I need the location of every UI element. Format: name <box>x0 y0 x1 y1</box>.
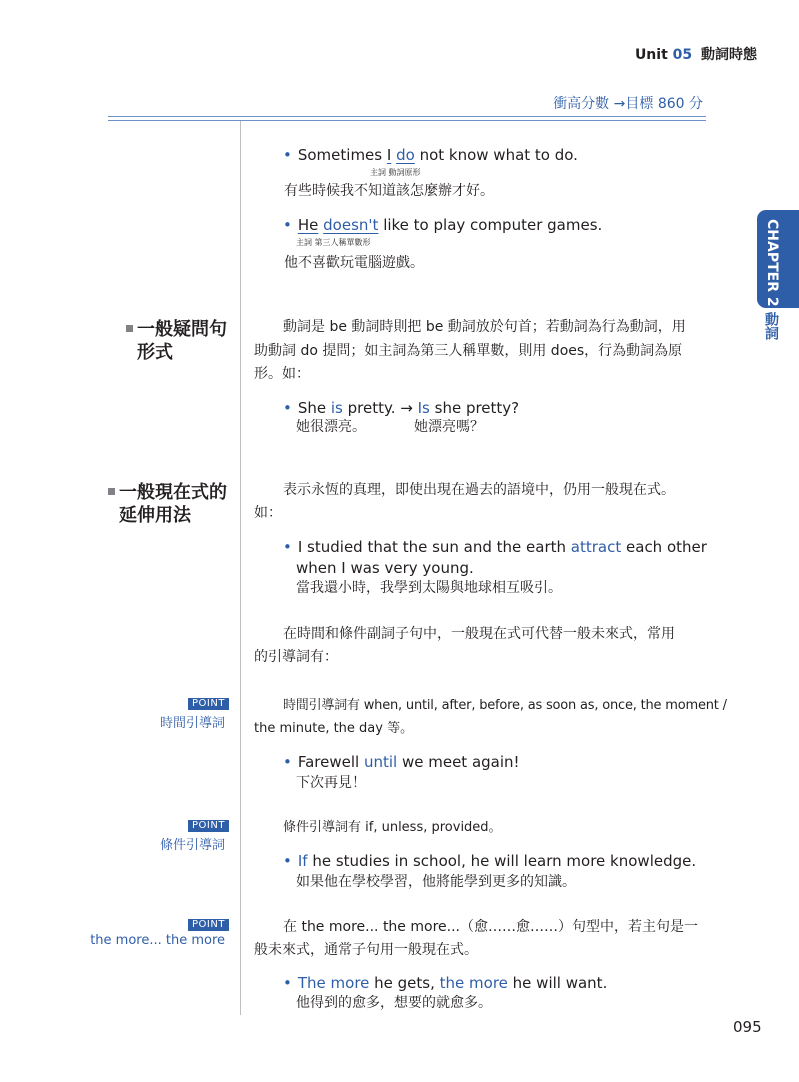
paragraph: 表示永恆的真理，即使出現在過去的語境中，仍用一般現在式。 <box>283 482 675 498</box>
section-heading-cont: 形式 <box>137 342 173 363</box>
section-heading: 一般現在式的 <box>108 481 227 505</box>
example-sentence: • He doesn't like to play computer games. <box>283 216 603 234</box>
chapter-side-label: 動詞 <box>763 312 779 340</box>
square-bullet-icon <box>126 325 133 332</box>
page-subtitle: 衝高分數 →目標 860 分 <box>553 96 703 112</box>
example-sentence: • I studied that the sun and the earth attract each other <box>283 538 707 556</box>
example-sentence: • Sometimes I do not know what to do. <box>283 146 578 164</box>
verb-word: doesn't <box>323 216 379 234</box>
paragraph: 般未來式，通常子句用一般現在式。 <box>254 942 478 958</box>
page-number: 095 <box>733 1018 762 1036</box>
paragraph: the minute, the day 等。 <box>254 721 414 736</box>
subject-word: I <box>386 146 392 164</box>
example-translation: 她漂亮嗎？ <box>414 419 484 435</box>
unit-header <box>0 44 757 64</box>
paragraph: 助動詞 do 提問；如主詞為第三人稱單數，則用 does，行為動詞為原 <box>254 343 683 359</box>
example-translation: 他得到的愈多，想要的就愈多。 <box>296 995 492 1011</box>
point-label: 時間引導詞 <box>159 716 225 731</box>
point-badge: POINT <box>188 919 229 931</box>
example-sentence-cont: when I was very young. <box>296 559 474 577</box>
grammar-labels: 主詞 動詞原形 <box>370 168 421 177</box>
point-label: the more... the more <box>90 933 225 948</box>
verb-word: do <box>396 146 415 164</box>
point-label: 條件引導詞 <box>159 838 225 853</box>
example-translation: 如果他在學校學習，他將能學到更多的知識。 <box>296 874 576 890</box>
paragraph: 形。如： <box>254 366 310 382</box>
header-rule-second <box>108 120 706 121</box>
chapter-tab-label: CHAPTER 2 <box>764 219 780 307</box>
margin-divider <box>240 121 241 1015</box>
section-heading: 一般疑問句 <box>126 318 227 342</box>
example-sentence: • If he studies in school, he will learn more knowledge. <box>283 852 697 870</box>
example-translation: 她很漂亮。 <box>296 419 366 435</box>
unit-number: 05 <box>672 47 693 63</box>
subject-word: He <box>297 216 319 234</box>
example-translation: 當我還小時，我學到太陽與地球相互吸引。 <box>296 580 562 596</box>
section-heading-cont: 延伸用法 <box>119 505 191 526</box>
square-bullet-icon <box>108 488 115 495</box>
paragraph: 在時間和條件副詞子句中，一般現在式可代替一般未來式，常用 <box>283 626 675 642</box>
example-sentence: • The more he gets, the more he will want. <box>283 974 608 992</box>
example-translation: 有些時候我不知道該怎麼辦才好。 <box>284 183 494 199</box>
unit-title: 動詞時態 <box>701 47 757 63</box>
paragraph: 如： <box>254 505 282 521</box>
header-rule <box>108 116 706 117</box>
point-badge: POINT <box>188 820 229 832</box>
example-sentence: • Farewell until we meet again! <box>283 753 520 771</box>
example-translation: 下次再見！ <box>296 775 366 791</box>
paragraph: 的引導詞有： <box>254 649 338 665</box>
paragraph: 動詞是 be 動詞時則把 be 動詞放於句首；若動詞為行為動詞，用 <box>283 319 686 335</box>
grammar-labels: 主詞 第三人稱單數形 <box>296 238 371 247</box>
paragraph: 在 the more... the more...（愈……愈……）句型中，若主句是一 <box>283 919 698 935</box>
example-sentence: • She is pretty. → Is she pretty? <box>283 399 520 417</box>
point-badge: POINT <box>188 698 229 710</box>
unit-prefix: Unit <box>634 47 668 63</box>
example-translation: 他不喜歡玩電腦遊戲。 <box>284 255 424 271</box>
paragraph: 條件引導詞有 if, unless, provided。 <box>283 820 502 835</box>
paragraph: 時間引導詞有 when, until, after, before, as soon as, once, the moment / <box>283 698 727 713</box>
